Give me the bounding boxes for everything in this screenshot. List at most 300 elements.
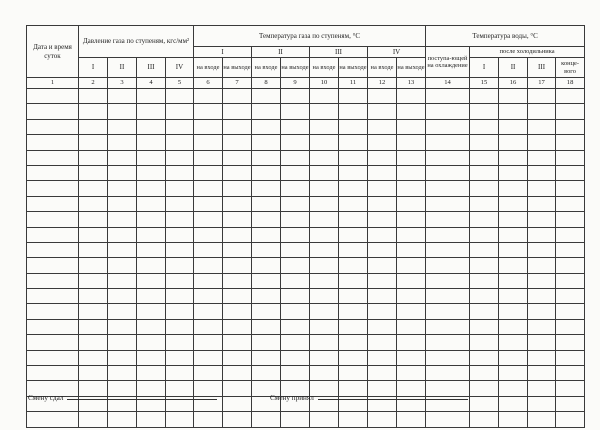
entry-cell[interactable] [27, 304, 79, 319]
entry-cell[interactable] [397, 227, 426, 242]
entry-cell[interactable] [556, 242, 585, 257]
entry-cell[interactable] [310, 273, 339, 288]
entry-cell[interactable] [556, 89, 585, 104]
entry-cell[interactable] [499, 258, 528, 273]
entry-cell[interactable] [499, 242, 528, 257]
entry-cell[interactable] [499, 196, 528, 211]
entry-cell[interactable] [194, 335, 223, 350]
entry-cell[interactable] [368, 366, 397, 381]
entry-cell[interactable] [281, 119, 310, 134]
entry-cell[interactable] [470, 119, 499, 134]
entry-cell[interactable] [528, 212, 556, 227]
entry-cell[interactable] [223, 289, 252, 304]
entry-cell[interactable] [27, 258, 79, 273]
entry-cell[interactable] [108, 165, 137, 180]
entry-cell[interactable] [166, 104, 194, 119]
entry-cell[interactable] [108, 181, 137, 196]
entry-cell[interactable] [223, 119, 252, 134]
entry-cell[interactable] [470, 104, 499, 119]
entry-cell[interactable] [252, 119, 281, 134]
entry-cell[interactable] [108, 196, 137, 211]
entry-cell[interactable] [426, 196, 470, 211]
entry-cell[interactable] [528, 150, 556, 165]
entry-cell[interactable] [27, 412, 79, 427]
entry-cell[interactable] [339, 119, 368, 134]
entry-cell[interactable] [79, 350, 108, 365]
entry-cell[interactable] [499, 304, 528, 319]
entry-cell[interactable] [194, 350, 223, 365]
entry-cell[interactable] [368, 119, 397, 134]
entry-cell[interactable] [223, 381, 252, 396]
entry-cell[interactable] [27, 289, 79, 304]
entry-cell[interactable] [499, 396, 528, 411]
entry-cell[interactable] [368, 242, 397, 257]
entry-cell[interactable] [194, 89, 223, 104]
entry-cell[interactable] [499, 89, 528, 104]
entry-cell[interactable] [27, 89, 79, 104]
entry-cell[interactable] [368, 212, 397, 227]
entry-cell[interactable] [556, 212, 585, 227]
entry-cell[interactable] [79, 212, 108, 227]
entry-cell[interactable] [426, 135, 470, 150]
entry-cell[interactable] [470, 289, 499, 304]
entry-cell[interactable] [252, 304, 281, 319]
entry-cell[interactable] [281, 150, 310, 165]
entry-cell[interactable] [368, 350, 397, 365]
entry-cell[interactable] [470, 319, 499, 334]
entry-cell[interactable] [166, 366, 194, 381]
entry-cell[interactable] [528, 196, 556, 211]
entry-cell[interactable] [528, 289, 556, 304]
entry-cell[interactable] [339, 150, 368, 165]
entry-cell[interactable] [281, 289, 310, 304]
entry-cell[interactable] [310, 227, 339, 242]
entry-cell[interactable] [137, 366, 166, 381]
entry-cell[interactable] [223, 242, 252, 257]
entry-cell[interactable] [194, 366, 223, 381]
entry-cell[interactable] [137, 89, 166, 104]
entry-cell[interactable] [108, 412, 137, 427]
entry-cell[interactable] [339, 181, 368, 196]
entry-cell[interactable] [137, 181, 166, 196]
entry-cell[interactable] [556, 258, 585, 273]
entry-cell[interactable] [310, 412, 339, 427]
entry-cell[interactable] [528, 258, 556, 273]
entry-cell[interactable] [223, 412, 252, 427]
entry-cell[interactable] [108, 119, 137, 134]
entry-cell[interactable] [556, 104, 585, 119]
entry-cell[interactable] [470, 89, 499, 104]
entry-cell[interactable] [252, 212, 281, 227]
entry-cell[interactable] [194, 150, 223, 165]
entry-cell[interactable] [137, 165, 166, 180]
entry-cell[interactable] [426, 119, 470, 134]
entry-cell[interactable] [528, 89, 556, 104]
entry-cell[interactable] [223, 181, 252, 196]
entry-cell[interactable] [426, 165, 470, 180]
entry-cell[interactable] [499, 366, 528, 381]
entry-cell[interactable] [426, 89, 470, 104]
entry-cell[interactable] [470, 350, 499, 365]
entry-cell[interactable] [368, 412, 397, 427]
entry-cell[interactable] [556, 304, 585, 319]
entry-cell[interactable] [470, 242, 499, 257]
entry-cell[interactable] [499, 319, 528, 334]
entry-cell[interactable] [310, 104, 339, 119]
entry-cell[interactable] [499, 289, 528, 304]
entry-cell[interactable] [310, 242, 339, 257]
entry-cell[interactable] [223, 227, 252, 242]
entry-cell[interactable] [339, 304, 368, 319]
entry-cell[interactable] [470, 381, 499, 396]
entry-cell[interactable] [27, 181, 79, 196]
entry-cell[interactable] [397, 289, 426, 304]
entry-cell[interactable] [281, 227, 310, 242]
entry-cell[interactable] [426, 289, 470, 304]
entry-cell[interactable] [79, 412, 108, 427]
entry-cell[interactable] [252, 319, 281, 334]
entry-cell[interactable] [194, 273, 223, 288]
entry-cell[interactable] [339, 350, 368, 365]
entry-cell[interactable] [310, 258, 339, 273]
entry-cell[interactable] [223, 165, 252, 180]
entry-cell[interactable] [281, 304, 310, 319]
entry-cell[interactable] [252, 412, 281, 427]
entry-cell[interactable] [310, 89, 339, 104]
entry-cell[interactable] [166, 319, 194, 334]
entry-cell[interactable] [499, 227, 528, 242]
entry-cell[interactable] [194, 135, 223, 150]
entry-cell[interactable] [27, 104, 79, 119]
entry-cell[interactable] [252, 227, 281, 242]
entry-cell[interactable] [310, 135, 339, 150]
entry-cell[interactable] [310, 304, 339, 319]
entry-cell[interactable] [556, 119, 585, 134]
entry-cell[interactable] [339, 135, 368, 150]
entry-cell[interactable] [339, 212, 368, 227]
entry-cell[interactable] [108, 135, 137, 150]
entry-cell[interactable] [499, 165, 528, 180]
entry-cell[interactable] [310, 350, 339, 365]
entry-cell[interactable] [108, 150, 137, 165]
entry-cell[interactable] [194, 227, 223, 242]
entry-cell[interactable] [27, 196, 79, 211]
entry-cell[interactable] [470, 412, 499, 427]
entry-cell[interactable] [339, 242, 368, 257]
entry-cell[interactable] [166, 273, 194, 288]
entry-cell[interactable] [108, 104, 137, 119]
entry-cell[interactable] [194, 289, 223, 304]
entry-cell[interactable] [397, 412, 426, 427]
entry-cell[interactable] [166, 335, 194, 350]
entry-cell[interactable] [339, 366, 368, 381]
entry-cell[interactable] [223, 212, 252, 227]
entry-cell[interactable] [528, 242, 556, 257]
entry-cell[interactable] [470, 273, 499, 288]
entry-cell[interactable] [470, 258, 499, 273]
entry-cell[interactable] [79, 304, 108, 319]
entry-cell[interactable] [223, 396, 252, 411]
entry-cell[interactable] [368, 319, 397, 334]
entry-cell[interactable] [108, 335, 137, 350]
entry-cell[interactable] [528, 304, 556, 319]
entry-cell[interactable] [499, 335, 528, 350]
entry-cell[interactable] [556, 319, 585, 334]
entry-cell[interactable] [426, 412, 470, 427]
entry-cell[interactable] [194, 304, 223, 319]
entry-cell[interactable] [397, 135, 426, 150]
entry-cell[interactable] [281, 258, 310, 273]
entry-cell[interactable] [27, 242, 79, 257]
entry-cell[interactable] [252, 350, 281, 365]
entry-cell[interactable] [223, 258, 252, 273]
entry-cell[interactable] [108, 89, 137, 104]
entry-cell[interactable] [281, 319, 310, 334]
entry-cell[interactable] [426, 258, 470, 273]
entry-cell[interactable] [79, 150, 108, 165]
entry-cell[interactable] [368, 227, 397, 242]
entry-cell[interactable] [556, 273, 585, 288]
entry-cell[interactable] [339, 89, 368, 104]
entry-cell[interactable] [339, 258, 368, 273]
entry-cell[interactable] [528, 135, 556, 150]
entry-cell[interactable] [470, 335, 499, 350]
entry-cell[interactable] [470, 304, 499, 319]
entry-cell[interactable] [281, 181, 310, 196]
entry-cell[interactable] [556, 181, 585, 196]
entry-cell[interactable] [499, 135, 528, 150]
entry-cell[interactable] [426, 150, 470, 165]
entry-cell[interactable] [252, 196, 281, 211]
entry-cell[interactable] [137, 104, 166, 119]
entry-cell[interactable] [556, 165, 585, 180]
entry-cell[interactable] [556, 366, 585, 381]
entry-cell[interactable] [310, 212, 339, 227]
entry-cell[interactable] [310, 319, 339, 334]
entry-cell[interactable] [499, 104, 528, 119]
entry-cell[interactable] [310, 165, 339, 180]
entry-cell[interactable] [27, 273, 79, 288]
entry-cell[interactable] [397, 196, 426, 211]
entry-cell[interactable] [426, 319, 470, 334]
entry-cell[interactable] [166, 150, 194, 165]
entry-cell[interactable] [426, 104, 470, 119]
entry-cell[interactable] [528, 273, 556, 288]
entry-cell[interactable] [166, 89, 194, 104]
entry-cell[interactable] [223, 273, 252, 288]
entry-cell[interactable] [79, 319, 108, 334]
entry-cell[interactable] [397, 319, 426, 334]
entry-cell[interactable] [339, 335, 368, 350]
entry-cell[interactable] [79, 181, 108, 196]
entry-cell[interactable] [27, 350, 79, 365]
entry-cell[interactable] [397, 165, 426, 180]
entry-cell[interactable] [108, 319, 137, 334]
entry-cell[interactable] [470, 212, 499, 227]
entry-cell[interactable] [470, 196, 499, 211]
entry-cell[interactable] [281, 135, 310, 150]
entry-cell[interactable] [79, 335, 108, 350]
entry-cell[interactable] [528, 227, 556, 242]
entry-cell[interactable] [281, 412, 310, 427]
entry-cell[interactable] [166, 165, 194, 180]
entry-cell[interactable] [499, 119, 528, 134]
entry-cell[interactable] [137, 227, 166, 242]
entry-cell[interactable] [310, 196, 339, 211]
entry-cell[interactable] [166, 212, 194, 227]
entry-cell[interactable] [166, 196, 194, 211]
entry-cell[interactable] [470, 135, 499, 150]
entry-cell[interactable] [166, 289, 194, 304]
entry-cell[interactable] [528, 181, 556, 196]
entry-cell[interactable] [108, 258, 137, 273]
entry-cell[interactable] [281, 89, 310, 104]
entry-cell[interactable] [137, 196, 166, 211]
entry-cell[interactable] [137, 289, 166, 304]
entry-cell[interactable] [397, 350, 426, 365]
entry-cell[interactable] [281, 212, 310, 227]
entry-cell[interactable] [339, 196, 368, 211]
entry-cell[interactable] [528, 350, 556, 365]
entry-cell[interactable] [339, 104, 368, 119]
entry-cell[interactable] [339, 412, 368, 427]
entry-cell[interactable] [368, 335, 397, 350]
entry-cell[interactable] [223, 150, 252, 165]
entry-cell[interactable] [252, 104, 281, 119]
entry-cell[interactable] [79, 242, 108, 257]
entry-cell[interactable] [499, 150, 528, 165]
entry-cell[interactable] [79, 366, 108, 381]
entry-cell[interactable] [223, 366, 252, 381]
entry-cell[interactable] [528, 165, 556, 180]
entry-cell[interactable] [252, 242, 281, 257]
entry-cell[interactable] [166, 242, 194, 257]
entry-cell[interactable] [426, 227, 470, 242]
entry-cell[interactable] [368, 150, 397, 165]
entry-cell[interactable] [194, 181, 223, 196]
entry-cell[interactable] [426, 273, 470, 288]
entry-cell[interactable] [397, 242, 426, 257]
entry-cell[interactable] [27, 366, 79, 381]
entry-cell[interactable] [281, 366, 310, 381]
entry-cell[interactable] [27, 150, 79, 165]
entry-cell[interactable] [137, 319, 166, 334]
entry-cell[interactable] [166, 412, 194, 427]
entry-cell[interactable] [368, 89, 397, 104]
entry-cell[interactable] [137, 273, 166, 288]
entry-cell[interactable] [397, 89, 426, 104]
entry-cell[interactable] [339, 289, 368, 304]
entry-cell[interactable] [470, 396, 499, 411]
entry-cell[interactable] [194, 196, 223, 211]
entry-cell[interactable] [79, 273, 108, 288]
entry-cell[interactable] [426, 181, 470, 196]
entry-cell[interactable] [108, 227, 137, 242]
entry-cell[interactable] [27, 119, 79, 134]
entry-cell[interactable] [252, 135, 281, 150]
entry-cell[interactable] [252, 150, 281, 165]
entry-cell[interactable] [310, 181, 339, 196]
entry-cell[interactable] [397, 150, 426, 165]
entry-cell[interactable] [281, 273, 310, 288]
entry-cell[interactable] [368, 104, 397, 119]
entry-cell[interactable] [252, 335, 281, 350]
entry-cell[interactable] [368, 258, 397, 273]
entry-cell[interactable] [397, 304, 426, 319]
entry-cell[interactable] [194, 242, 223, 257]
entry-cell[interactable] [426, 212, 470, 227]
entry-cell[interactable] [528, 119, 556, 134]
entry-cell[interactable] [79, 227, 108, 242]
entry-cell[interactable] [339, 227, 368, 242]
entry-cell[interactable] [368, 165, 397, 180]
entry-cell[interactable] [27, 319, 79, 334]
entry-cell[interactable] [310, 335, 339, 350]
entry-cell[interactable] [166, 258, 194, 273]
entry-cell[interactable] [397, 335, 426, 350]
entry-cell[interactable] [108, 366, 137, 381]
entry-cell[interactable] [528, 381, 556, 396]
entry-cell[interactable] [166, 227, 194, 242]
entry-cell[interactable] [528, 412, 556, 427]
entry-cell[interactable] [426, 304, 470, 319]
entry-cell[interactable] [27, 165, 79, 180]
entry-cell[interactable] [397, 273, 426, 288]
entry-cell[interactable] [79, 135, 108, 150]
entry-cell[interactable] [108, 212, 137, 227]
entry-cell[interactable] [27, 335, 79, 350]
entry-cell[interactable] [27, 212, 79, 227]
entry-cell[interactable] [108, 273, 137, 288]
entry-cell[interactable] [397, 258, 426, 273]
entry-cell[interactable] [252, 289, 281, 304]
entry-cell[interactable] [339, 165, 368, 180]
entry-cell[interactable] [556, 350, 585, 365]
entry-cell[interactable] [368, 304, 397, 319]
entry-cell[interactable] [194, 319, 223, 334]
entry-cell[interactable] [137, 119, 166, 134]
entry-cell[interactable] [556, 227, 585, 242]
entry-cell[interactable] [499, 381, 528, 396]
entry-cell[interactable] [166, 119, 194, 134]
entry-cell[interactable] [252, 258, 281, 273]
entry-cell[interactable] [194, 212, 223, 227]
entry-cell[interactable] [166, 181, 194, 196]
entry-cell[interactable] [397, 212, 426, 227]
entry-cell[interactable] [79, 289, 108, 304]
entry-cell[interactable] [281, 335, 310, 350]
entry-cell[interactable] [137, 242, 166, 257]
entry-cell[interactable] [166, 135, 194, 150]
entry-cell[interactable] [426, 350, 470, 365]
entry-cell[interactable] [281, 350, 310, 365]
entry-cell[interactable] [310, 366, 339, 381]
entry-cell[interactable] [556, 135, 585, 150]
entry-cell[interactable] [528, 319, 556, 334]
entry-cell[interactable] [281, 242, 310, 257]
entry-cell[interactable] [528, 335, 556, 350]
entry-cell[interactable] [426, 335, 470, 350]
entry-cell[interactable] [194, 165, 223, 180]
entry-cell[interactable] [252, 273, 281, 288]
entry-cell[interactable] [499, 350, 528, 365]
entry-cell[interactable] [556, 335, 585, 350]
entry-cell[interactable] [310, 289, 339, 304]
entry-cell[interactable] [556, 381, 585, 396]
entry-cell[interactable] [397, 119, 426, 134]
entry-cell[interactable] [223, 196, 252, 211]
entry-cell[interactable] [281, 196, 310, 211]
